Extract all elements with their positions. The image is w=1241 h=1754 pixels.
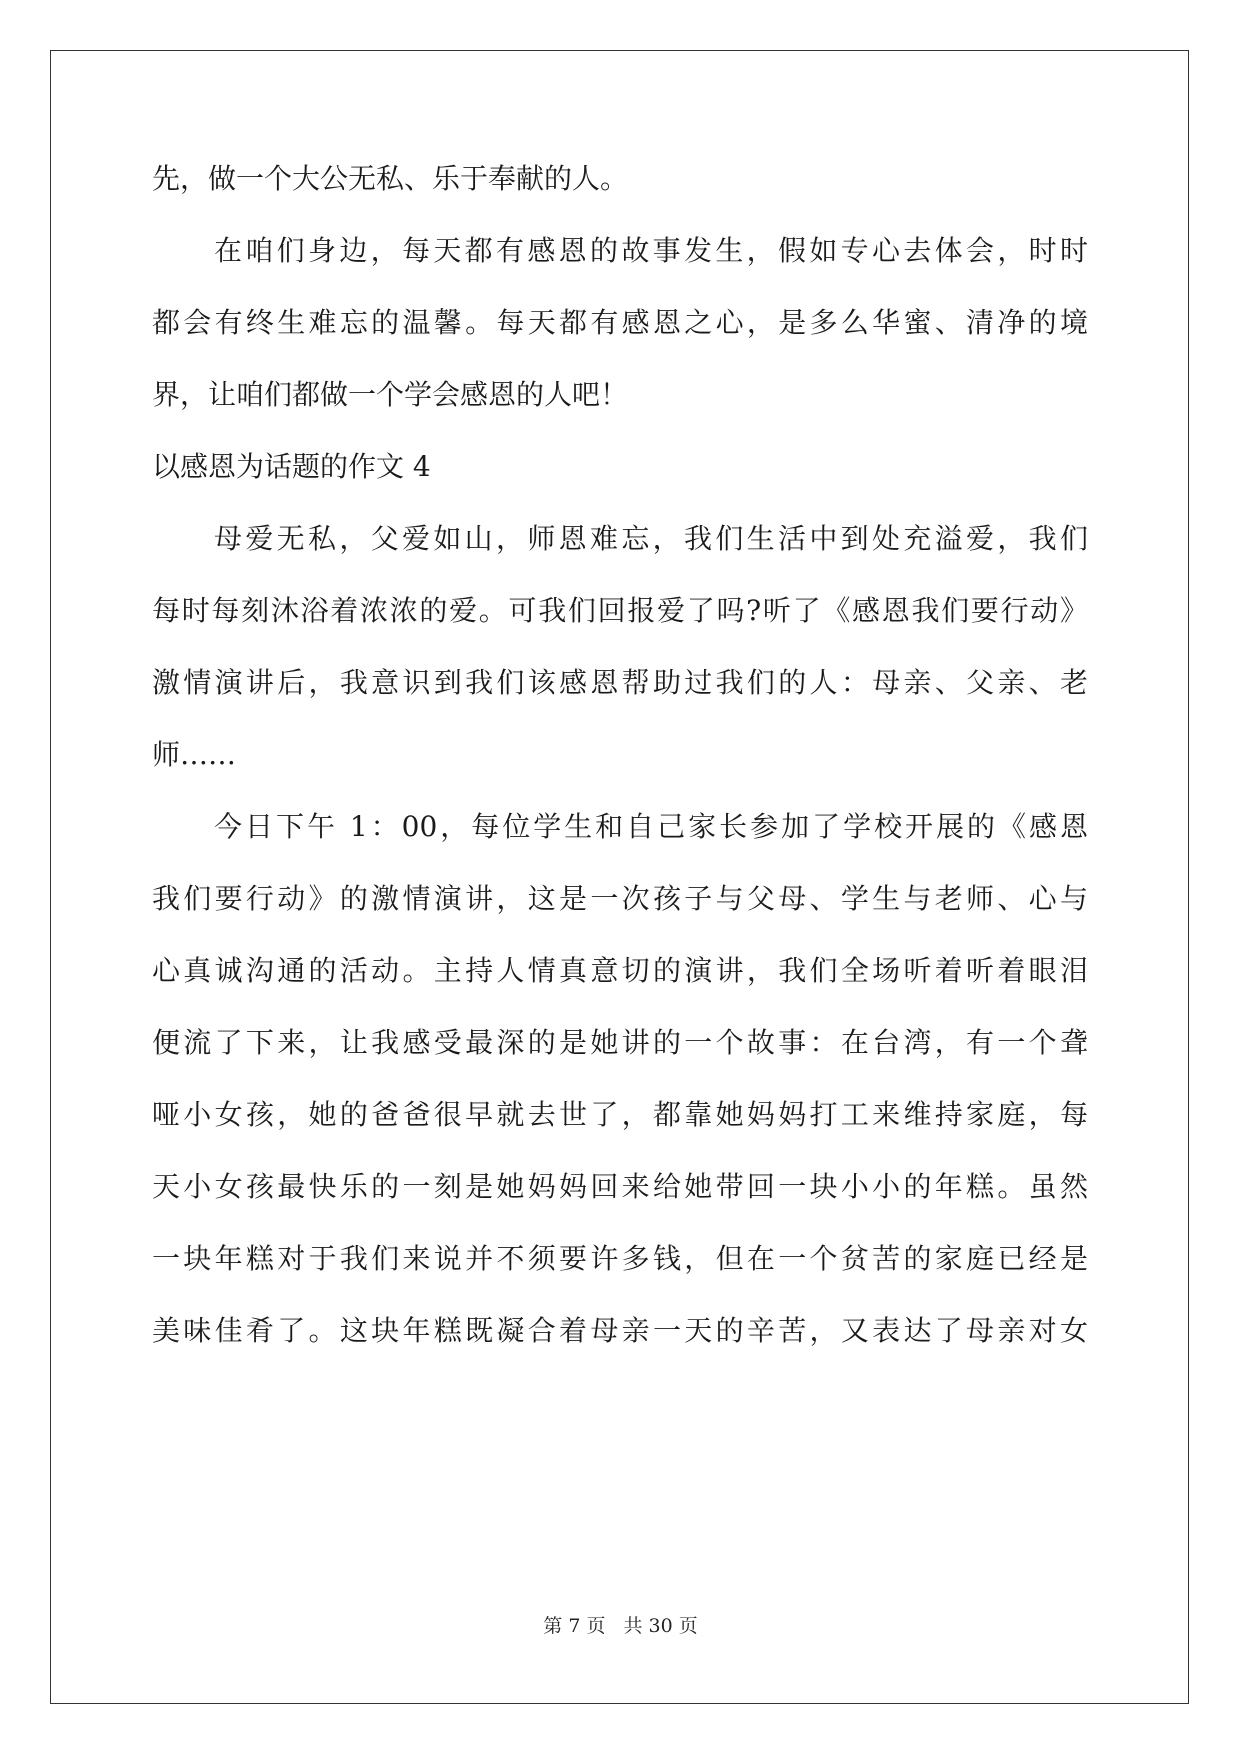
text-line: 界，让咱们都做一个学会感恩的人吧！ [152, 378, 629, 411]
section-heading: 以感恩为话题的作文 4 [152, 450, 431, 483]
page-footer [0, 1614, 1241, 1638]
text-line: 我们要行动》的激情演讲，这是一次孩子与父母、学生与老师、心与 [152, 882, 1088, 915]
text-line: 都会有终生难忘的温馨。每天都有感恩之心，是多么华蜜、清净的境 [152, 306, 1088, 339]
text-line: 每时每刻沐浴着浓浓的爱。可我们回报爱了吗?听了《感恩我们要行动》 [152, 594, 1088, 627]
text-line: 便流了下来，让我感受最深的是她讲的一个故事：在台湾，有一个聋 [152, 1026, 1088, 1059]
paragraph-first-line: 今日下午 1：00，每位学生和自己家长参加了学校开展的《感恩 [214, 810, 1088, 843]
text-line: 激情演讲后，我意识到我们该感恩帮助过我们的人：母亲、父亲、老 [152, 666, 1088, 699]
text-line: 心真诚沟通的活动。主持人情真意切的演讲，我们全场听着听着眼泪 [152, 954, 1088, 987]
page-border [50, 50, 1189, 1704]
paragraph-first-line: 在咱们身边，每天都有感恩的故事发生，假如专心去体会，时时 [214, 234, 1088, 267]
text-line: 一块年糕对于我们来说并不须要许多钱，但在一个贫苦的家庭已经是 [152, 1242, 1088, 1275]
text-line: 美味佳肴了。这块年糕既凝合着母亲一天的辛苦，又表达了母亲对女 [152, 1314, 1088, 1347]
text-line: 天小女孩最快乐的一刻是她妈妈回来给她带回一块小小的年糕。虽然 [152, 1170, 1088, 1203]
page-total: 共 30 页 [623, 1615, 698, 1637]
page-number: 第 7 页 [543, 1615, 606, 1637]
text-line: 师…… [152, 738, 237, 771]
paragraph-first-line: 母爱无私，父爱如山，师恩难忘，我们生活中到处充溢爱，我们 [214, 522, 1088, 555]
text-line: 哑小女孩，她的爸爸很早就去世了，都靠她妈妈打工来维持家庭，每 [152, 1098, 1088, 1131]
text-line: 先，做一个大公无私、乐于奉献的人。 [152, 162, 629, 195]
